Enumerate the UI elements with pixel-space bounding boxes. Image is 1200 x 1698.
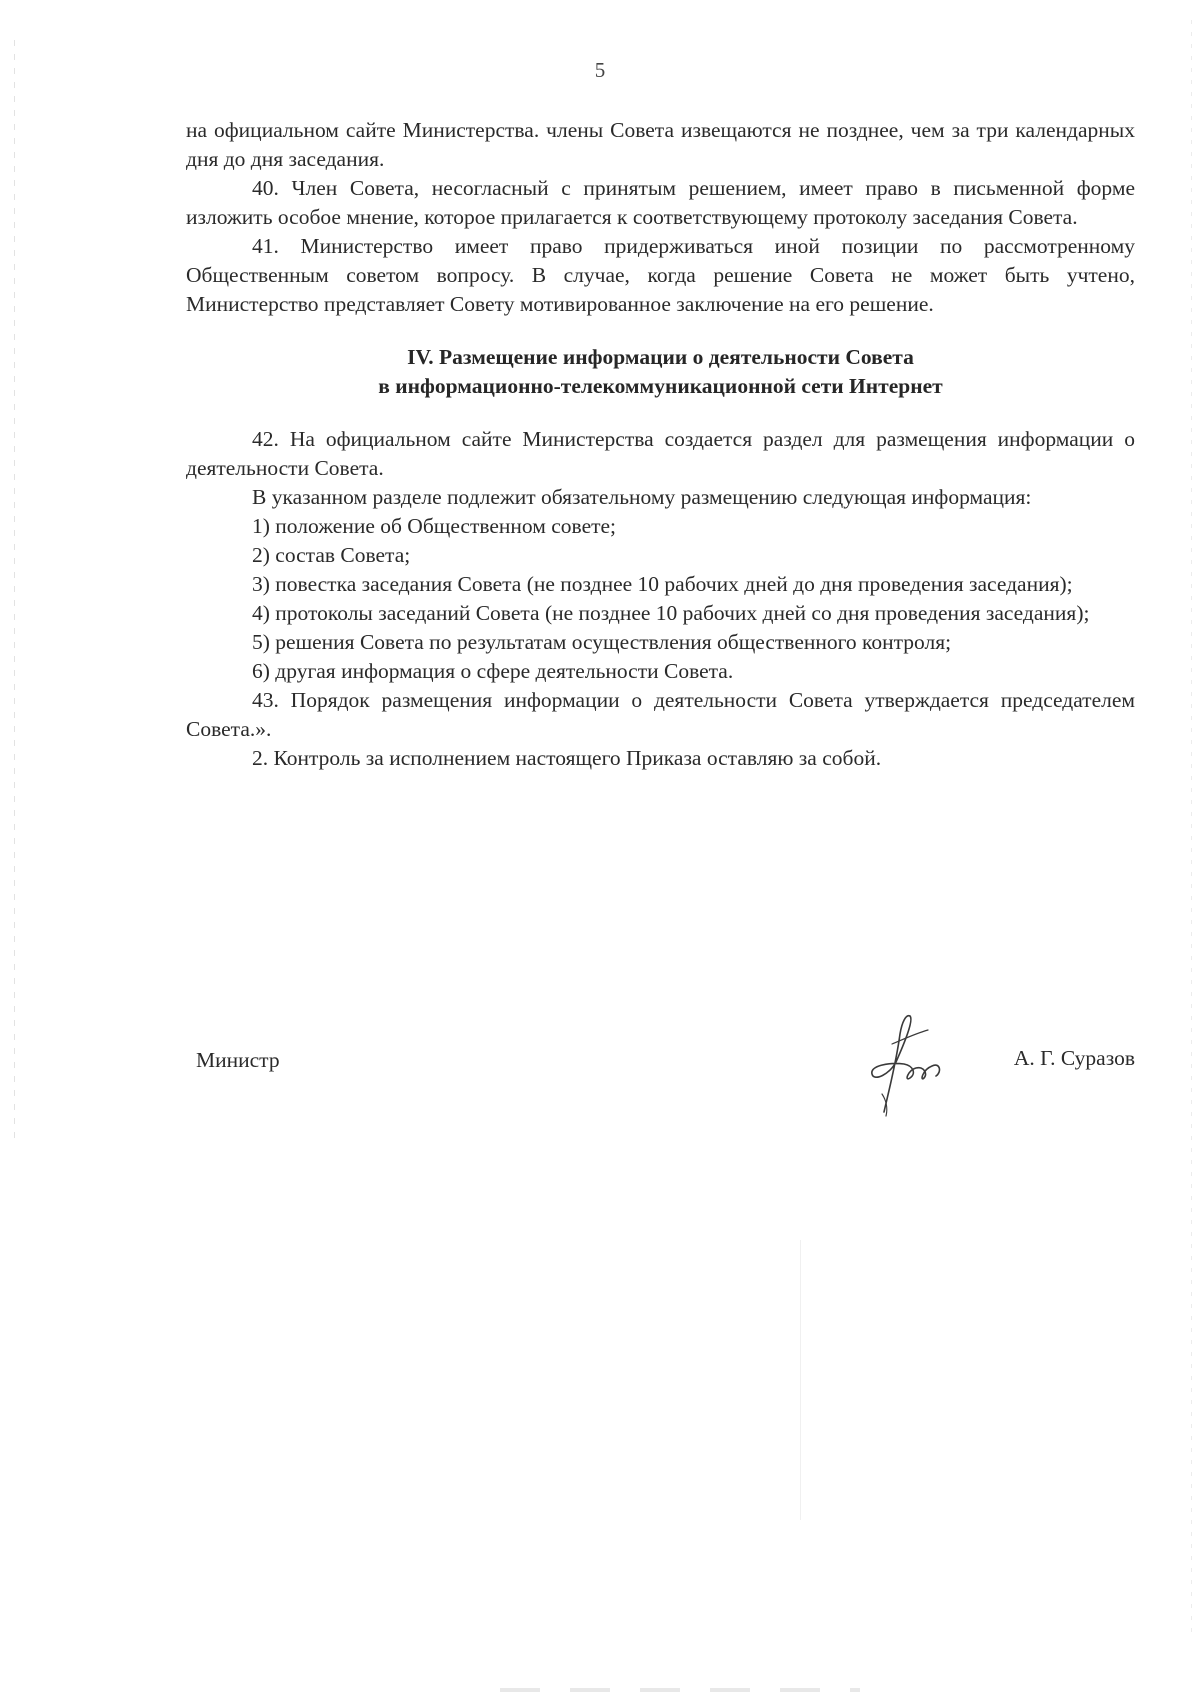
signature-block	[186, 1036, 1135, 1116]
list-item-2: 2) состав Совета;	[252, 543, 411, 567]
paragraph-40: 40. Член Совета, несогласный с принятым решением, имеет право в письменной форме изложить особое мнение, которое прилагается к соответствующему протоколу заседания Совета.	[186, 176, 1135, 229]
scan-artifact-line	[800, 1240, 801, 1520]
document-body	[186, 116, 1135, 773]
paragraph-2-control: 2. Контроль за исполнением настоящего Приказа оставляю за собой.	[252, 746, 882, 770]
paragraph-43: 43. Порядок размещения информации о деятельности Совета утверждается председателем Совета.».	[186, 688, 1135, 741]
scan-edge-right	[1191, 20, 1192, 1640]
paragraph-continued: на официальном сайте Министерства. члены Совета извещаются не позднее, чем за три календарных дня до дня заседания.	[186, 118, 1135, 171]
list-item-6: 6) другая информация о сфере деятельности Совета.	[252, 659, 734, 683]
list-item-4: 4) протоколы заседаний Совета (не позднее 10 рабочих дней со дня проведения заседания);	[252, 601, 1090, 625]
scan-edge-left	[14, 40, 15, 1140]
list-item-3: 3) повестка заседания Совета (не позднее 10 рабочих дней до дня проведения заседания);	[252, 572, 1073, 596]
paragraph-42: 42. На официальном сайте Министерства создается раздел для размещения информации о деятельности Совета.	[186, 427, 1135, 480]
paragraph-42-list-intro: В указанном разделе подлежит обязательному размещению следующая информация:	[252, 485, 1032, 509]
scan-artifact-bottom	[500, 1688, 860, 1692]
section-heading	[186, 343, 1135, 401]
paragraph-41: 41. Министерство имеет право придерживаться иной позиции по рассмотренному Общественным советом вопросу. В случае, когда решение Совета не может быть учтено, Министерство представляет Совету мотивированное заключение на его решение.	[186, 234, 1135, 316]
page-number: 5	[594, 58, 606, 82]
list-item-1: 1) положение об Общественном совете;	[252, 514, 617, 538]
signatory-title: Министр	[196, 1048, 280, 1072]
signatory-name: А. Г. Суразов	[1013, 1046, 1135, 1070]
list-item-5: 5) решения Совета по результатам осуществления общественного контроля;	[252, 630, 952, 654]
handwritten-signature-icon	[844, 1004, 954, 1124]
section-heading-line-1: IV. Размещение информации о деятельности Совета	[407, 345, 914, 369]
section-heading-line-2: в информационно-телекоммуникационной сети Интернет	[378, 374, 943, 398]
